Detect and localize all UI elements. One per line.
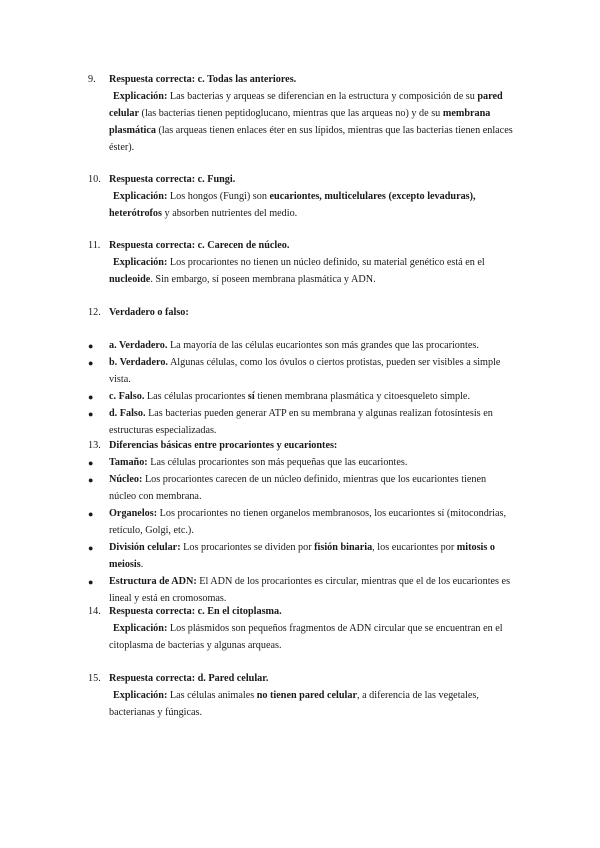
true-false-list: ● a. Verdadero. La mayoría de las células eucariontes son más grandes que las procariontes. ● b. Verdadero. Algunas células, como los óvulos o ciertos protistas, pueden ser visibles a simple vista. ● c. Falso. Las células procariontes sí tienen membrana plasmática y citoesqueleto simple. ● d. Falso. Las bacterias pueden generar ATP en su membrana y algunas realizan fotosíntesis en estructuras especializadas.	[0, 337, 600, 439]
item-10	[0, 171, 600, 222]
answer-text: Respuesta correcta: c. Fungi.	[109, 174, 236, 185]
explanation-line: heterótrofos y absorben nutrientes del medio.	[109, 208, 298, 219]
list-item: ● División celular: Los procariontes se dividen por fisión binaria, los eucariontes por mitosis o	[0, 539, 600, 556]
item-9	[0, 71, 600, 156]
bullet-icon: ●	[88, 409, 94, 419]
item-number: 14.	[88, 606, 101, 617]
bullet-icon: ●	[88, 543, 94, 553]
bullet-icon: ●	[88, 458, 94, 468]
bullet-icon: ●	[88, 509, 94, 519]
explanation-line: bacterianas y fúngicas.	[109, 707, 203, 718]
item-number: 11.	[88, 240, 101, 251]
explanation-line: Explicación: Los hongos (Fungi) son eucariontes, multicelulares (excepto levaduras),	[113, 191, 476, 202]
explanation-line: Explicación: Los procariontes no tienen un núcleo definido, su material genético está en el	[113, 257, 485, 268]
bullet-icon: ●	[88, 577, 94, 587]
bullet-icon: ●	[88, 341, 94, 351]
explanation-line: citoplasma de bacterias y algunas arqueas.	[109, 640, 282, 651]
bullet-icon: ●	[88, 475, 94, 485]
section-title: Diferencias básicas entre procariontes y eucariontes:	[109, 440, 338, 451]
item-13: 13. Diferencias básicas entre procariontes y eucariontes: ● Tamaño: Las células procariontes son más pequeñas que las eucariontes. ● Núcleo: Los procariontes carecen de un núcleo definido, mientras que los eucariontes tienen núcleo con membrana. ● Organelos: Los procariontes no tienen organelos membranosos, los eucariontes sí (mitocondrias, retículo, Golgi, etc.). ● División celular: Los procariontes se dividen por fisión binaria, los eucariontes por mitosis o meiosis. ● Estructura de ADN: El ADN de los procariontes es circular, mientras que el de los eucariontes es lineal y está en cromosomas.	[0, 437, 600, 607]
item-number: 10.	[88, 174, 101, 185]
item-number: 12.	[88, 307, 101, 318]
answer-text: Respuesta correcta: c. Carecen de núcleo.	[109, 240, 290, 251]
item-number: 15.	[88, 673, 101, 684]
explanation-line: plasmática (las arqueas tienen enlaces éter en sus lípidos, mientras que las bacterias tienen enlaces	[109, 125, 513, 136]
list-item: ● Núcleo: Los procariontes carecen de un núcleo definido, mientras que los eucariontes tienen	[0, 471, 600, 488]
answer-text: Respuesta correcta: d. Pared celular.	[109, 673, 269, 684]
item-number: 13.	[88, 440, 101, 451]
item-15	[0, 670, 600, 721]
list-item: ● d. Falso. Las bacterias pueden generar ATP en su membrana y algunas realizan fotosíntesis en	[0, 405, 600, 422]
bullet-icon: ●	[88, 358, 94, 368]
explanation-line: Explicación: Los plásmidos son pequeños fragmentos de ADN circular que se encuentran en el	[113, 623, 503, 634]
explanation-line: Explicación: Las células animales no tienen pared celular, a diferencia de las vegetales,	[113, 690, 479, 701]
answer-text: Respuesta correcta: c. En el citoplasma.	[109, 606, 282, 617]
explanation-line: celular (las bacterias tienen peptidoglucano, mientras que las arqueas no) y de su membrana	[109, 108, 491, 119]
list-item: ● Estructura de ADN: El ADN de los procariontes es circular, mientras que el de los eucariontes es	[0, 573, 600, 590]
item-11	[0, 237, 600, 288]
item-14	[0, 603, 600, 654]
answer-text: Respuesta correcta: c. Todas las anteriores.	[109, 74, 297, 85]
item-number: 9.	[88, 74, 96, 85]
section-title: Verdadero o falso:	[109, 307, 189, 318]
item-12	[0, 304, 600, 321]
list-item: ● a. Verdadero. La mayoría de las células eucariontes son más grandes que las procariontes.	[0, 337, 600, 354]
explanation-line: nucleoide. Sin embargo, sí poseen membrana plasmática y ADN.	[109, 274, 376, 285]
explanation-line: éster).	[109, 142, 135, 153]
bullet-icon: ●	[88, 392, 94, 402]
list-item: ● b. Verdadero. Algunas células, como los óvulos o ciertos protistas, pueden ser visibles a simple	[0, 354, 600, 371]
explanation-line: Explicación: Las bacterias y arqueas se diferencian en la estructura y composición de su pared	[113, 91, 503, 102]
list-item: ● c. Falso. Las células procariontes sí tienen membrana plasmática y citoesqueleto simple.	[0, 388, 600, 405]
list-item: ● Tamaño: Las células procariontes son más pequeñas que las eucariontes.	[0, 454, 600, 471]
list-item: ● Organelos: Los procariontes no tienen organelos membranosos, los eucariontes sí (mitocondrias,	[0, 505, 600, 522]
